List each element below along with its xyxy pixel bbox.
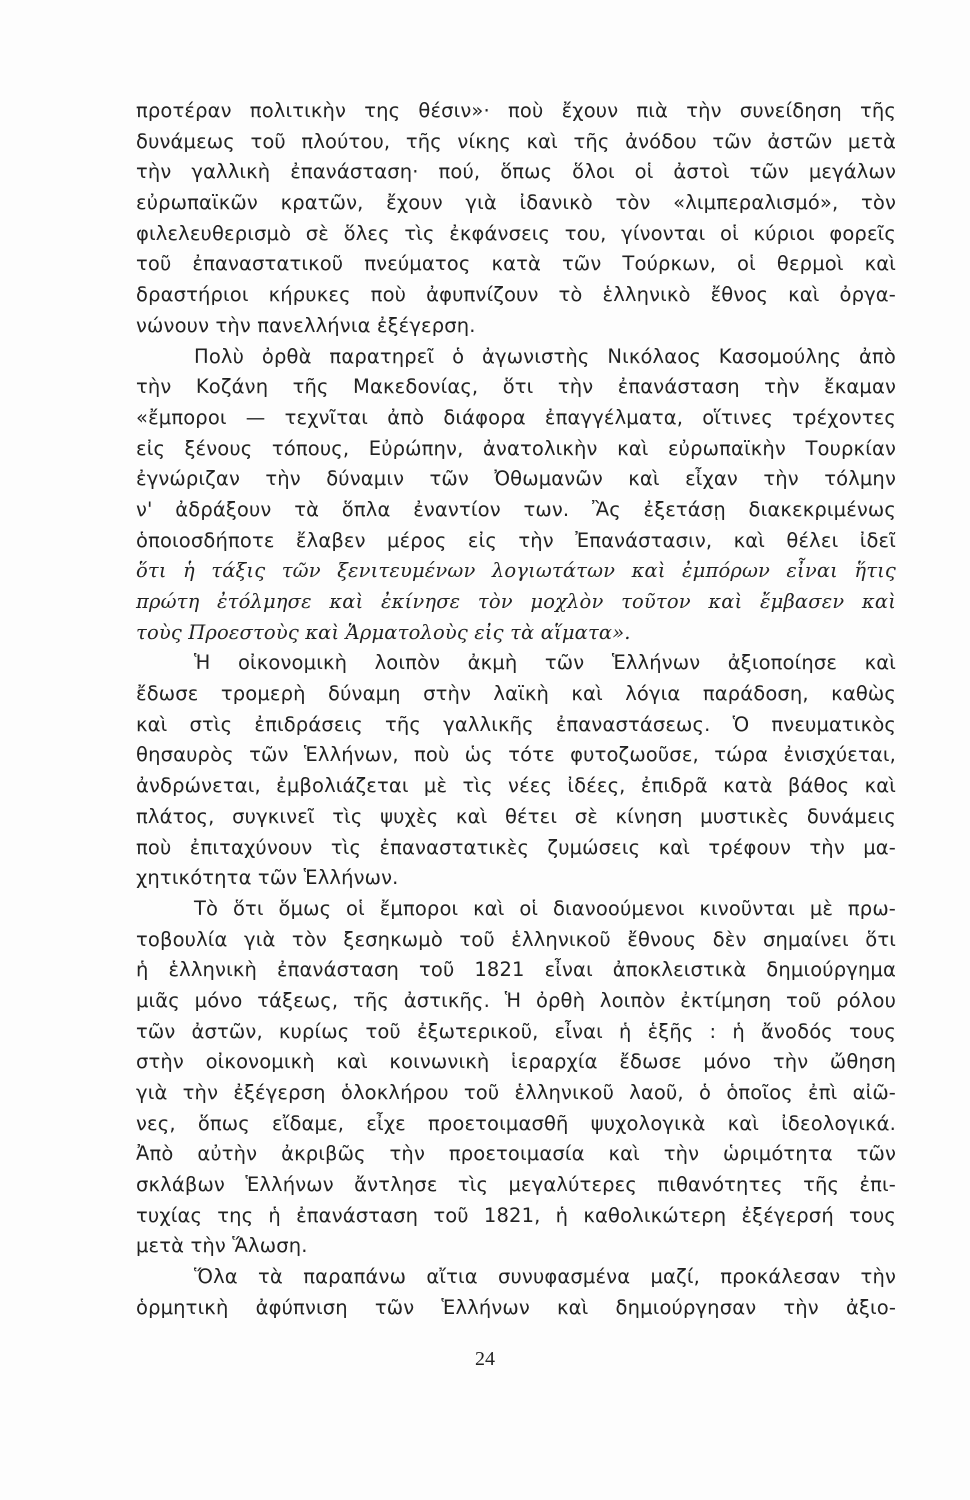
text-line: τυχίας της ἡ ἐπανάσταση τοῦ 1821, ἡ καθολικώτερη ἐξέγερσή τους (136, 1203, 896, 1227)
text-line: δυνάμεως τοῦ πλούτου, τῆς νίκης καὶ τῆς ἀνόδου τῶν ἀστῶν μετὰ (136, 129, 896, 153)
text-line: ποὺ ἐπιταχύνουν τὶς ἐπαναστατικὲς ζυμώσεις καὶ τρέφουν τὴν μα- (136, 835, 896, 859)
quote-line: πρώτη ἐτόλμησε καὶ ἐκίνησε τὸν μοχλὸν τοῦτον καὶ ἔμβασεν καὶ (136, 590, 896, 613)
text-line: τὴν γαλλικὴ ἐπανάσταση· πού, ὅπως ὅλοι οἱ ἀστοὶ τῶν μεγάλων (136, 160, 896, 184)
body-text (136, 96, 896, 1324)
text-line: ἔδωσε τρομερὴ δύναμη στὴν λαϊκὴ καὶ λόγια παράδοση, καθὼς (136, 682, 896, 706)
text-line: τὴν Κοζάνη τῆς Μακεδονίας, ὅτι τὴν ἐπανάσταση τὴν ἔκαμαν (136, 375, 896, 399)
text-line: τοῦ ἐπαναστατικοῦ πνεύματος κατὰ τῶν Τούρκων, οἱ θερμοὶ καὶ (136, 252, 896, 276)
quote-line: ὅτι ἡ τάξις τῶν ξενιτευμένων λογιωτάτων καὶ ἐμπόρων εἶναι ἥτις (136, 559, 896, 583)
text-line: μετὰ τὴν Ἅλωση. (136, 1234, 308, 1258)
text-line: γιὰ τὴν ἐξέγερση ὁλοκλήρου τοῦ ἑλληνικοῦ λαοῦ, ὁ ὁποῖος ἐπὶ αἰῶ- (136, 1081, 896, 1104)
text-line: στὴν οἰκονομικὴ καὶ κοινωνικὴ ἱεραρχία ἔδωσε μόνο τὴν ὤθηση (136, 1050, 896, 1074)
text-line: προτέραν πολιτικὴν της θέσιν»· ποὺ ἔχουν πιὰ τὴν συνείδηση τῆς (136, 99, 896, 122)
text-line: «ἔμποροι — τεχνῖται ἀπὸ διάφορα ἐπαγγέλματα, οἵτινες τρέχοντες (136, 405, 896, 429)
quote-line: τοὺς Προεστοὺς καὶ Ἁρματολοὺς εἰς τὰ αἵματα». (136, 620, 631, 644)
text-line: θησαυρὸς τῶν Ἑλλήνων, ποὺ ὡς τότε φυτοζωοῦσε, τώρα ἐνισχύεται, (136, 743, 896, 767)
paragraph-start-line: Πολὺ ὀρθὰ παρατηρεῖ ὁ ἀγωνιστὴς Νικόλαος Κασομούλης ἀπὸ (194, 344, 896, 368)
text-line: πλάτος, συγκινεῖ τὶς ψυχὲς καὶ θέτει σὲ κίνηση μυστικὲς δυνάμεις (136, 804, 896, 828)
text-line: ν' ἀδράξουν τὰ ὅπλα ἐναντίον των. Ἂς ἐξετάσῃ διακεκριμένως (136, 497, 896, 521)
paragraph-start-line: Ἡ οἰκονομικὴ λοιπὸν ἀκμὴ τῶν Ἑλλήνων ἀξιοποίησε καὶ (194, 651, 896, 675)
text-line: τῶν ἀστῶν, κυρίως τοῦ ἐξωτερικοῦ, εἶναι ἡ ἑξῆς : ἡ ἄνοδός τους (136, 1019, 896, 1043)
text-line: τοβουλία γιὰ τὸν ξεσηκωμὸ τοῦ ἑλληνικοῦ ἔθνους δὲν σημαίνει ὅτι (136, 927, 896, 951)
text-line: νώνουν τὴν πανελλήνια ἐξέγερση. (136, 313, 476, 337)
text-line: δραστήριοι κήρυκες ποὺ ἀφυπνίζουν τὸ ἑλληνικὸ ἔθνος καὶ ὀργα- (136, 283, 896, 307)
text-line: ἀνδρώνεται, ἐμβολιάζεται μὲ τὶς νέες ἰδέες, ἐπιδρᾶ κατὰ βάθος καὶ (136, 774, 896, 798)
text-line: Ἀπὸ αὐτὴν ἀκριβῶς τὴν προετοιμασία καὶ τὴν ὡριμότητα τῶν (136, 1142, 896, 1166)
text-line: ἡ ἑλληνικὴ ἐπανάσταση τοῦ 1821 εἶναι ἀποκλειστικὰ δημιούργημα (136, 958, 896, 982)
text-line: φιλελευθερισμὸ σὲ ὅλες τὶς ἐκφάνσεις του, γίνονται οἱ κύριοι φορεῖς (136, 221, 896, 245)
text-line: ὁποιοσδήποτε ἔλαβεν μέρος εἰς τὴν Ἐπανάστασιν, καὶ θέλει ἰδεῖ (136, 528, 896, 552)
text-line: εἰς ξένους τόπους, Εὐρώπην, ἀνατολικὴν καὶ εὐρωπαϊκὴν Τουρκίαν (136, 436, 896, 460)
text-line: εὐρωπαϊκῶν κρατῶν, ἔχουν γιὰ ἰδανικὸ τὸν «λιμπεραλισμό», τὸν (136, 191, 896, 215)
paragraph-start-line: Τὸ ὅτι ὅμως οἱ ἔμποροι καὶ οἱ διανοούμενοι κινοῦνται μὲ πρω- (194, 896, 896, 920)
text-line: καὶ στὶς ἐπιδράσεις τῆς γαλλικῆς ἐπαναστάσεως. Ὁ πνευματικὸς (136, 712, 896, 736)
text-line: σκλάβων Ἑλλήνων ἄντλησε τὶς μεγαλύτερες πιθανότητες τῆς ἐπι- (136, 1173, 896, 1197)
text-line: νες, ὅπως εἴδαμε, εἶχε προετοιμασθῆ ψυχολογικὰ καὶ ἰδεολογικά. (136, 1111, 896, 1135)
page-number: 24 (475, 1348, 495, 1370)
text-line: χητικότητα τῶν Ἑλλήνων. (136, 866, 399, 890)
paragraph-start-line: Ὅλα τὰ παραπάνω αἴτια συνυφασμένα μαζί, προκάλεσαν τὴν (194, 1265, 896, 1289)
text-line: μιᾶς μόνο τάξεως, τῆς ἀστικῆς. Ἡ ὀρθὴ λοιπὸν ἐκτίμηση τοῦ ρόλου (136, 988, 896, 1012)
text-line: ὁρμητικὴ ἀφύπνιση τῶν Ἑλλήνων καὶ δημιούργησαν τὴν ἀξιο- (136, 1295, 896, 1319)
text-line: ἐγνώριζαν τὴν δύναμιν τῶν Ὀθωμανῶν καὶ εἶχαν τὴν τόλμην (136, 467, 896, 491)
